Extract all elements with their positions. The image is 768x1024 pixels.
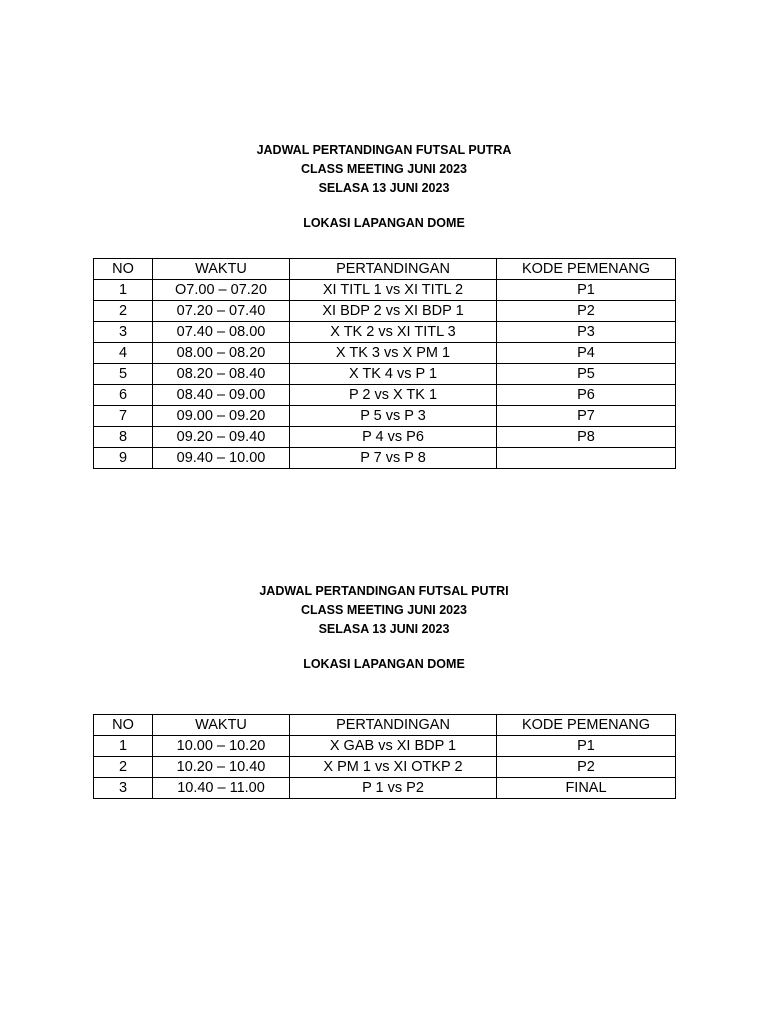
cell-kode-pemenang: P8: [497, 427, 676, 448]
cell-pertandingan: P 5 vs P 3: [290, 406, 497, 427]
cell-kode-pemenang: P3: [497, 322, 676, 343]
cell-pertandingan: XI TITL 1 vs XI TITL 2: [290, 280, 497, 301]
cell-kode-pemenang: P6: [497, 385, 676, 406]
putri-location: LOKASI LAPANGAN DOME: [303, 657, 465, 671]
cell-waktu: O7.00 – 07.20: [153, 280, 290, 301]
cell-waktu: 07.40 – 08.00: [153, 322, 290, 343]
putri-title: JADWAL PERTANDINGAN FUTSAL PUTRI: [259, 584, 509, 598]
cell-no: 4: [94, 343, 153, 364]
header-no: NO: [94, 715, 153, 736]
table-row: [94, 736, 676, 757]
header-pertandingan: PERTANDINGAN: [290, 715, 497, 736]
cell-waktu: 10.20 – 10.40: [153, 757, 290, 778]
cell-waktu: 10.00 – 10.20: [153, 736, 290, 757]
putra-location: LOKASI LAPANGAN DOME: [303, 216, 465, 230]
cell-kode-pemenang: P4: [497, 343, 676, 364]
cell-kode-pemenang: [497, 448, 676, 469]
cell-no: 3: [94, 778, 153, 799]
cell-waktu: 08.00 – 08.20: [153, 343, 290, 364]
cell-kode-pemenang: P7: [497, 406, 676, 427]
cell-no: 2: [94, 757, 153, 778]
cell-kode-pemenang: P5: [497, 364, 676, 385]
cell-no: 7: [94, 406, 153, 427]
table-row: [94, 301, 676, 322]
table-row: [94, 427, 676, 448]
cell-waktu: 09.40 – 10.00: [153, 448, 290, 469]
header-kode-pemenang: KODE PEMENANG: [497, 259, 676, 280]
table-header-row: [94, 259, 676, 280]
table-row: [94, 343, 676, 364]
header-no: NO: [94, 259, 153, 280]
cell-no: 6: [94, 385, 153, 406]
putra-date: SELASA 13 JUNI 2023: [318, 181, 450, 195]
cell-pertandingan: X PM 1 vs XI OTKP 2: [290, 757, 497, 778]
header-pertandingan: PERTANDINGAN: [290, 259, 497, 280]
putri-subtitle: CLASS MEETING JUNI 2023: [300, 603, 467, 617]
cell-kode-pemenang: P2: [497, 301, 676, 322]
cell-no: 9: [94, 448, 153, 469]
cell-waktu: 09.00 – 09.20: [153, 406, 290, 427]
cell-no: 5: [94, 364, 153, 385]
cell-waktu: 08.40 – 09.00: [153, 385, 290, 406]
header-kode-pemenang: KODE PEMENANG: [497, 715, 676, 736]
cell-no: 1: [94, 736, 153, 757]
table-row: [94, 406, 676, 427]
cell-no: 3: [94, 322, 153, 343]
putri-date: SELASA 13 JUNI 2023: [318, 622, 450, 636]
cell-pertandingan: P 2 vs X TK 1: [290, 385, 497, 406]
cell-kode-pemenang: P2: [497, 757, 676, 778]
cell-pertandingan: X GAB vs XI BDP 1: [290, 736, 497, 757]
table-row: [94, 364, 676, 385]
table-header-row: [94, 715, 676, 736]
cell-no: 2: [94, 301, 153, 322]
putra-title: JADWAL PERTANDINGAN FUTSAL PUTRA: [256, 143, 512, 157]
putri-schedule-table: [93, 714, 676, 799]
cell-pertandingan: P 1 vs P2: [290, 778, 497, 799]
table-row: [94, 448, 676, 469]
putri-header: [0, 582, 768, 674]
table-row: [94, 757, 676, 778]
cell-pertandingan: P 7 vs P 8: [290, 448, 497, 469]
table-row: [94, 280, 676, 301]
cell-waktu: 10.40 – 11.00: [153, 778, 290, 799]
putra-header: [0, 141, 768, 233]
table-row: [94, 385, 676, 406]
cell-no: 1: [94, 280, 153, 301]
cell-kode-pemenang: FINAL: [497, 778, 676, 799]
cell-pertandingan: X TK 4 vs P 1: [290, 364, 497, 385]
cell-kode-pemenang: P1: [497, 280, 676, 301]
header-waktu: WAKTU: [153, 259, 290, 280]
cell-waktu: 08.20 – 08.40: [153, 364, 290, 385]
putra-subtitle: CLASS MEETING JUNI 2023: [300, 162, 467, 176]
cell-waktu: 07.20 – 07.40: [153, 301, 290, 322]
cell-pertandingan: XI BDP 2 vs XI BDP 1: [290, 301, 497, 322]
table-row: [94, 778, 676, 799]
cell-pertandingan: X TK 2 vs XI TITL 3: [290, 322, 497, 343]
table-row: [94, 322, 676, 343]
putra-schedule-table: [93, 258, 676, 469]
cell-pertandingan: X TK 3 vs X PM 1: [290, 343, 497, 364]
cell-waktu: 09.20 – 09.40: [153, 427, 290, 448]
cell-no: 8: [94, 427, 153, 448]
cell-kode-pemenang: P1: [497, 736, 676, 757]
header-waktu: WAKTU: [153, 715, 290, 736]
cell-pertandingan: P 4 vs P6: [290, 427, 497, 448]
